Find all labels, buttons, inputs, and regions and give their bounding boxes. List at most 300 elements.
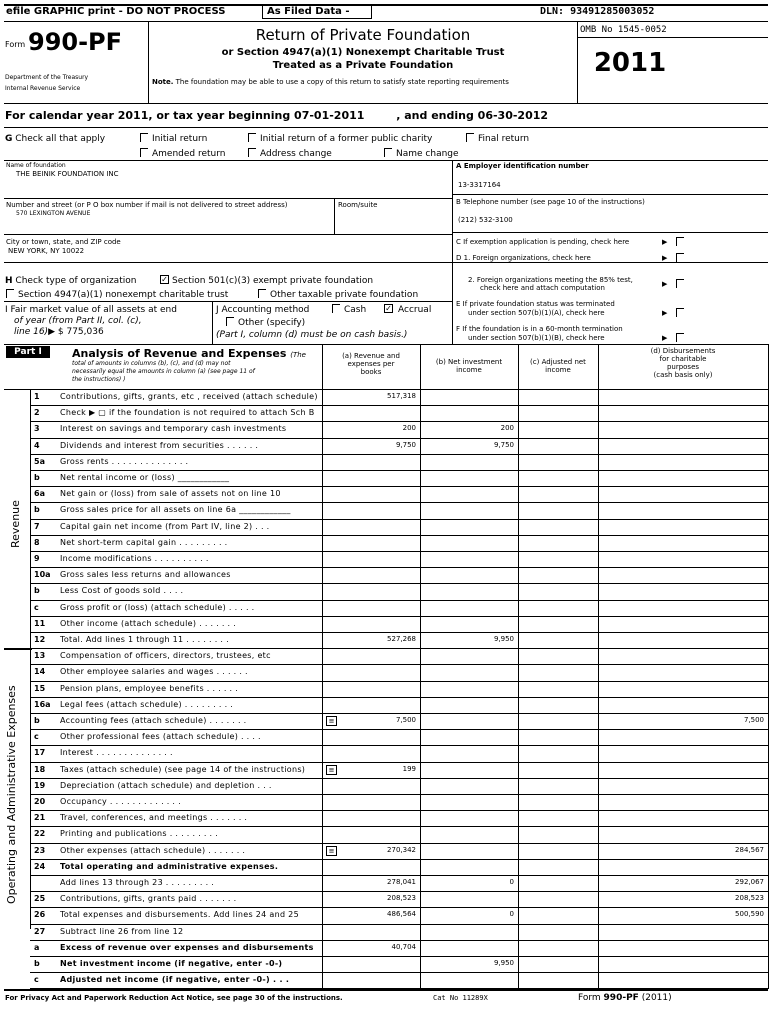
amount-cell-d[interactable] bbox=[598, 583, 768, 599]
amount-cell-b[interactable] bbox=[420, 583, 518, 599]
501c3-checkbox[interactable]: ✓ bbox=[161, 275, 168, 284]
amount-cell-c[interactable] bbox=[518, 778, 598, 794]
line-number: b bbox=[34, 716, 40, 725]
form-ref-number: 990-PF bbox=[603, 993, 639, 1003]
amount-value: 208,523 bbox=[387, 894, 416, 903]
arrow-right-icon: ▶ bbox=[662, 334, 668, 342]
amount-cell-b[interactable] bbox=[420, 762, 518, 778]
amount-cell-c[interactable] bbox=[518, 583, 598, 599]
line-number: 7 bbox=[34, 521, 40, 531]
amount-cell-c[interactable] bbox=[518, 535, 598, 551]
line-description: Excess of revenue over expenses and disbursements bbox=[60, 942, 314, 952]
amount-cell-a[interactable] bbox=[322, 421, 420, 437]
amount-cell-c[interactable] bbox=[518, 421, 598, 437]
foreign-85-checkbox[interactable] bbox=[676, 279, 684, 288]
amount-cell-b[interactable] bbox=[420, 421, 518, 437]
attachment-icon[interactable]: ≡ bbox=[326, 716, 337, 726]
amount-cell-d[interactable] bbox=[598, 697, 768, 713]
table-row bbox=[0, 421, 770, 437]
amount-cell-c[interactable] bbox=[518, 600, 598, 616]
amount-cell-a[interactable] bbox=[322, 826, 420, 842]
amount-cell-a[interactable] bbox=[322, 907, 420, 923]
amount-cell-d[interactable] bbox=[598, 794, 768, 810]
line-number: a bbox=[34, 942, 40, 952]
table-row bbox=[0, 810, 770, 826]
termination-60-label-1: F If the foundation is in a 60-month termination bbox=[456, 325, 623, 333]
section-h-text: Check type of organization bbox=[15, 276, 137, 286]
amount-cell-c[interactable] bbox=[518, 924, 598, 940]
amount-cell-c[interactable] bbox=[518, 794, 598, 810]
col-b-line2: income bbox=[456, 366, 482, 374]
table-row bbox=[0, 632, 770, 648]
amount-cell-c[interactable] bbox=[518, 810, 598, 826]
ein-value[interactable]: 13-3317164 bbox=[458, 181, 501, 189]
line-description: Other professional fees (attach schedule) . . . . bbox=[60, 732, 261, 742]
amount-cell-c[interactable] bbox=[518, 438, 598, 454]
amount-cell-a[interactable] bbox=[322, 778, 420, 794]
table-row bbox=[0, 762, 770, 778]
amount-cell-c[interactable] bbox=[518, 745, 598, 761]
amount-cell-d[interactable] bbox=[598, 664, 768, 680]
amount-cell-d[interactable] bbox=[598, 940, 768, 956]
line-description: Gross profit or (loss) (attach schedule) . . . . . bbox=[60, 602, 255, 612]
amount-cell-b[interactable] bbox=[420, 535, 518, 551]
accounting-method-label: J Accounting method bbox=[216, 305, 310, 315]
amount-cell-d[interactable] bbox=[598, 826, 768, 842]
foundation-name-label: Name of foundation bbox=[6, 162, 66, 169]
table-row bbox=[0, 713, 770, 729]
amount-cell-b[interactable] bbox=[420, 843, 518, 859]
form-subtitle2: Treated as a Private Foundation bbox=[272, 60, 454, 71]
attachment-icon[interactable]: ≡ bbox=[326, 765, 337, 775]
line-number: 27 bbox=[34, 926, 46, 936]
col-b-header bbox=[420, 358, 518, 374]
amount-cell-d[interactable] bbox=[598, 956, 768, 972]
amount-cell-c[interactable] bbox=[518, 826, 598, 842]
amount-cell-b[interactable] bbox=[420, 470, 518, 486]
amount-cell-c[interactable] bbox=[518, 940, 598, 956]
amount-cell-d[interactable] bbox=[598, 551, 768, 567]
form-ref bbox=[578, 993, 672, 1003]
amount-cell-b[interactable] bbox=[420, 875, 518, 891]
table-row bbox=[0, 502, 770, 518]
line-description: Depreciation (attach schedule) and depletion . . . bbox=[60, 780, 272, 790]
amount-cell-b[interactable] bbox=[420, 600, 518, 616]
amount-cell-b[interactable] bbox=[420, 794, 518, 810]
part-title-note: (The bbox=[290, 351, 306, 359]
amount-cell-a[interactable] bbox=[322, 389, 420, 405]
form-title: Return of Private Foundation bbox=[255, 26, 471, 44]
fmv-value[interactable]: $ 775,036 bbox=[57, 327, 104, 337]
foreign-org-label: D 1. Foreign organizations, check here bbox=[456, 254, 591, 262]
accrual-checkbox[interactable]: ✓ bbox=[385, 304, 392, 313]
amount-cell-a[interactable] bbox=[322, 681, 420, 697]
dept-line1: Department of the Treasury bbox=[5, 74, 89, 81]
amount-cell-d[interactable] bbox=[598, 519, 768, 535]
amount-cell-b[interactable] bbox=[420, 729, 518, 745]
col-d-line2: for charitable bbox=[659, 355, 707, 363]
initial-return-checkbox[interactable] bbox=[140, 133, 148, 142]
table-row bbox=[0, 891, 770, 907]
line-description: Net short-term capital gain . . . . . . . . . bbox=[60, 537, 228, 547]
privacy-notice: For Privacy Act and Paperwork Reduction Act Notice, see page 30 of the instructions. bbox=[5, 994, 343, 1002]
amount-cell-a[interactable] bbox=[322, 583, 420, 599]
other-taxable-checkbox[interactable] bbox=[258, 289, 266, 298]
amount-cell-d[interactable] bbox=[598, 616, 768, 632]
amount-value: 7,500 bbox=[395, 716, 416, 724]
line-description: Add lines 13 through 23 . . . . . . . . . bbox=[60, 878, 215, 887]
room-suite-label: Room/suite bbox=[338, 201, 378, 209]
note-line bbox=[152, 78, 509, 86]
amount-cell-a[interactable] bbox=[322, 745, 420, 761]
amount-cell-a[interactable] bbox=[322, 843, 420, 859]
city-state-zip[interactable]: NEW YORK, NY 10022 bbox=[8, 247, 85, 255]
amount-cell-d[interactable] bbox=[598, 389, 768, 405]
amount-value: 9,950 bbox=[493, 635, 514, 643]
line-number: 15 bbox=[34, 683, 46, 693]
line-description: Occupancy . . . . . . . . . . . . . bbox=[60, 797, 181, 806]
amount-value: 200 bbox=[500, 424, 514, 433]
amount-cell-c[interactable] bbox=[518, 454, 598, 470]
amount-cell-b[interactable] bbox=[420, 502, 518, 518]
fmv-label-3: line 16) bbox=[14, 327, 49, 337]
table-row bbox=[0, 470, 770, 486]
table-row bbox=[0, 389, 770, 405]
note-text: The foundation may be able to use a copy of this return to satisfy state reporting requirements bbox=[175, 78, 509, 86]
line-description: Dividends and interest from securities . . . . . . bbox=[60, 440, 259, 450]
amount-cell-c[interactable] bbox=[518, 664, 598, 680]
amount-cell-d[interactable] bbox=[598, 632, 768, 648]
amount-cell-a[interactable] bbox=[322, 600, 420, 616]
amount-cell-b[interactable] bbox=[420, 859, 518, 875]
table-row bbox=[0, 778, 770, 794]
amount-cell-b[interactable] bbox=[420, 405, 518, 421]
amount-cell-d[interactable] bbox=[598, 907, 768, 923]
table-row bbox=[0, 486, 770, 502]
amount-cell-c[interactable] bbox=[518, 616, 598, 632]
amount-cell-c[interactable] bbox=[518, 632, 598, 648]
amount-cell-b[interactable] bbox=[420, 681, 518, 697]
amount-value: 200 bbox=[402, 424, 416, 433]
line-number: c bbox=[34, 732, 39, 742]
amount-cell-a[interactable] bbox=[322, 664, 420, 680]
line-number: b bbox=[34, 505, 40, 515]
status-terminated-label-2: under section 507(b)(1)(A), check here bbox=[468, 309, 605, 317]
part-desc-2: necessarily equal the amounts in column (a) (see page 11 of bbox=[72, 368, 255, 375]
line-number: 14 bbox=[34, 667, 46, 677]
amount-cell-d[interactable] bbox=[598, 924, 768, 940]
termination-60-checkbox[interactable] bbox=[676, 333, 684, 342]
amount-cell-a[interactable] bbox=[322, 859, 420, 875]
table-row bbox=[0, 681, 770, 697]
amount-cell-a[interactable] bbox=[322, 551, 420, 567]
amount-cell-d[interactable] bbox=[598, 875, 768, 891]
section-g-text: Check all that apply bbox=[15, 134, 106, 144]
amount-cell-a[interactable] bbox=[322, 972, 420, 988]
part-title-line bbox=[72, 347, 306, 360]
amount-cell-c[interactable] bbox=[518, 956, 598, 972]
line-number: 26 bbox=[34, 910, 46, 920]
table-row bbox=[0, 616, 770, 632]
line-number: b bbox=[34, 586, 40, 596]
col-c-line2: income bbox=[545, 366, 571, 374]
status-terminated-label-1: E If private foundation status was terminated bbox=[456, 300, 615, 308]
exemption-pending-label: C If exemption application is pending, check here bbox=[456, 238, 630, 246]
amount-cell-d[interactable] bbox=[598, 859, 768, 875]
exemption-pending-checkbox[interactable] bbox=[676, 237, 684, 246]
amount-cell-d[interactable] bbox=[598, 713, 768, 729]
amount-cell-b[interactable] bbox=[420, 891, 518, 907]
arrow-right-icon: ▶ bbox=[662, 280, 668, 288]
amount-cell-d[interactable] bbox=[598, 502, 768, 518]
line-number: 10a bbox=[34, 570, 51, 580]
table-row bbox=[0, 697, 770, 713]
amount-cell-c[interactable] bbox=[518, 891, 598, 907]
amount-cell-d[interactable] bbox=[598, 438, 768, 454]
amount-cell-b[interactable] bbox=[420, 454, 518, 470]
amount-cell-b[interactable] bbox=[420, 778, 518, 794]
table-row bbox=[0, 438, 770, 454]
arrow-right-icon: ▶ bbox=[662, 309, 668, 317]
amount-cell-d[interactable] bbox=[598, 405, 768, 421]
line-number: b bbox=[34, 473, 40, 482]
foreign-org-checkbox[interactable] bbox=[676, 253, 684, 262]
amount-cell-d[interactable] bbox=[598, 810, 768, 826]
address-change-label: Address change bbox=[260, 149, 332, 159]
amount-cell-c[interactable] bbox=[518, 405, 598, 421]
amount-cell-b[interactable] bbox=[420, 519, 518, 535]
amount-cell-b[interactable] bbox=[420, 648, 518, 664]
amount-cell-a[interactable] bbox=[322, 454, 420, 470]
table-row bbox=[0, 567, 770, 583]
amount-cell-a[interactable] bbox=[322, 956, 420, 972]
line-number: 9 bbox=[34, 554, 40, 563]
foreign-85-label-1: 2. Foreign organizations meeting the 85% test, bbox=[468, 276, 633, 284]
amount-value: 292,067 bbox=[735, 878, 764, 886]
line-description: Interest . . . . . . . . . . . . . . bbox=[60, 748, 173, 758]
part-label: Part I bbox=[6, 346, 50, 358]
street-address[interactable]: 570 LEXINGTON AVENUE bbox=[16, 210, 91, 217]
line-number: 3 bbox=[34, 424, 40, 434]
amount-cell-b[interactable] bbox=[420, 664, 518, 680]
foundation-name[interactable]: THE BEINIK FOUNDATION INC bbox=[16, 170, 119, 178]
table-row bbox=[0, 794, 770, 810]
amount-cell-b[interactable] bbox=[420, 486, 518, 502]
amount-cell-b[interactable] bbox=[420, 924, 518, 940]
line-number: 12 bbox=[34, 635, 46, 644]
amount-cell-c[interactable] bbox=[518, 762, 598, 778]
amount-cell-d[interactable] bbox=[598, 486, 768, 502]
table-row bbox=[0, 843, 770, 859]
col-d-line1: (d) Disbursements bbox=[650, 347, 716, 355]
amount-cell-d[interactable] bbox=[598, 454, 768, 470]
amount-cell-b[interactable] bbox=[420, 826, 518, 842]
arrow-right-icon: ▶ bbox=[662, 238, 668, 246]
amount-cell-d[interactable] bbox=[598, 681, 768, 697]
amount-cell-a[interactable] bbox=[322, 924, 420, 940]
amount-cell-c[interactable] bbox=[518, 972, 598, 988]
amount-cell-a[interactable] bbox=[322, 438, 420, 454]
form-number: 990-PF bbox=[28, 28, 123, 56]
amount-cell-b[interactable] bbox=[420, 616, 518, 632]
table-row bbox=[0, 519, 770, 535]
final-return-label: Final return bbox=[478, 134, 530, 144]
section-g-label: G bbox=[5, 134, 13, 144]
amount-cell-d[interactable] bbox=[598, 567, 768, 583]
amount-value: 9,950 bbox=[493, 959, 514, 967]
col-d-line4: (cash basis only) bbox=[653, 371, 713, 379]
amount-cell-c[interactable] bbox=[518, 697, 598, 713]
amount-cell-d[interactable] bbox=[598, 470, 768, 486]
amount-cell-a[interactable] bbox=[322, 616, 420, 632]
amount-cell-d[interactable] bbox=[598, 762, 768, 778]
line-number: 13 bbox=[34, 651, 46, 661]
amount-cell-c[interactable] bbox=[518, 648, 598, 664]
other-taxable-label: Other taxable private foundation bbox=[270, 290, 419, 300]
amount-cell-a[interactable] bbox=[322, 762, 420, 778]
line-description: Total expenses and disbursements. Add lines 24 and 25 bbox=[60, 910, 299, 920]
amount-cell-c[interactable] bbox=[518, 843, 598, 859]
address-change-checkbox[interactable] bbox=[248, 148, 256, 157]
initial-return-former-checkbox[interactable] bbox=[248, 133, 256, 142]
amount-cell-b[interactable] bbox=[420, 907, 518, 923]
line-number: b bbox=[34, 959, 40, 968]
line-description: Gross sales price for all assets on line 6a ____________ bbox=[60, 505, 291, 515]
attachment-icon[interactable]: ≡ bbox=[326, 846, 337, 856]
amount-cell-b[interactable] bbox=[420, 389, 518, 405]
amount-value: 199 bbox=[402, 764, 416, 773]
amount-cell-b[interactable] bbox=[420, 810, 518, 826]
amount-cell-a[interactable] bbox=[322, 940, 420, 956]
amount-cell-b[interactable] bbox=[420, 713, 518, 729]
final-return-checkbox[interactable] bbox=[466, 133, 474, 142]
4947-checkbox[interactable] bbox=[6, 289, 14, 298]
amount-cell-b[interactable] bbox=[420, 632, 518, 648]
amount-cell-c[interactable] bbox=[518, 519, 598, 535]
amount-cell-d[interactable] bbox=[598, 648, 768, 664]
table-row bbox=[0, 648, 770, 664]
col-c-line1: (c) Adjusted net bbox=[530, 358, 586, 366]
amount-cell-c[interactable] bbox=[518, 729, 598, 745]
form-ref-prefix: Form bbox=[578, 993, 601, 1003]
amount-cell-c[interactable] bbox=[518, 875, 598, 891]
amount-cell-a[interactable] bbox=[322, 405, 420, 421]
amount-cell-c[interactable] bbox=[518, 502, 598, 518]
amount-cell-b[interactable] bbox=[420, 940, 518, 956]
amount-cell-a[interactable] bbox=[322, 502, 420, 518]
other-method-label: Other (specify) bbox=[238, 318, 306, 328]
line-number: 5a bbox=[34, 456, 45, 466]
status-terminated-checkbox[interactable] bbox=[676, 308, 684, 317]
table-row bbox=[0, 583, 770, 599]
amount-cell-b[interactable] bbox=[420, 697, 518, 713]
amount-cell-a[interactable] bbox=[322, 519, 420, 535]
line-description: Other employee salaries and wages . . . . . . bbox=[60, 667, 248, 677]
other-method-checkbox[interactable] bbox=[226, 317, 234, 326]
line-description: Travel, conferences, and meetings . . . . . . . bbox=[60, 813, 248, 823]
amount-cell-c[interactable] bbox=[518, 486, 598, 502]
amount-cell-c[interactable] bbox=[518, 859, 598, 875]
amount-cell-a[interactable] bbox=[322, 729, 420, 745]
phone-value[interactable]: (212) 532-3100 bbox=[458, 216, 513, 224]
line-description: Check ▶ ▢ if the foundation is not required to attach Sch B bbox=[60, 408, 315, 418]
amount-value: 278,041 bbox=[387, 878, 416, 886]
amount-cell-d[interactable] bbox=[598, 535, 768, 551]
table-row bbox=[0, 454, 770, 470]
cash-checkbox[interactable] bbox=[332, 304, 340, 313]
amount-cell-b[interactable] bbox=[420, 438, 518, 454]
amount-cell-b[interactable] bbox=[420, 972, 518, 988]
line-description: Capital gain net income (from Part IV, line 2) . . . bbox=[60, 521, 270, 531]
amount-cell-a[interactable] bbox=[322, 470, 420, 486]
calendar-suffix: , and ending 06-30-2012 bbox=[396, 109, 549, 122]
4947-label: Section 4947(a)(1) nonexempt charitable trust bbox=[18, 290, 229, 300]
line-number: 6a bbox=[34, 489, 45, 499]
form-ref-year: (2011) bbox=[641, 993, 672, 1003]
col-a-header bbox=[322, 352, 420, 376]
line-number: 11 bbox=[34, 618, 46, 628]
line-description: Less Cost of goods sold . . . . bbox=[60, 586, 184, 596]
amount-cell-d[interactable] bbox=[598, 778, 768, 794]
line-description: Interest on savings and temporary cash investments bbox=[60, 424, 287, 434]
amount-cell-d[interactable] bbox=[598, 843, 768, 859]
amount-cell-a[interactable] bbox=[322, 632, 420, 648]
line-number: 23 bbox=[34, 845, 46, 855]
table-row bbox=[0, 664, 770, 680]
amount-cell-d[interactable] bbox=[598, 972, 768, 988]
amount-cell-a[interactable] bbox=[322, 713, 420, 729]
dept-line2: Internal Revenue Service bbox=[5, 85, 81, 92]
amount-cell-c[interactable] bbox=[518, 470, 598, 486]
amount-cell-d[interactable] bbox=[598, 729, 768, 745]
amount-cell-a[interactable] bbox=[322, 810, 420, 826]
amount-cell-c[interactable] bbox=[518, 551, 598, 567]
amount-cell-c[interactable] bbox=[518, 713, 598, 729]
amount-cell-c[interactable] bbox=[518, 681, 598, 697]
amount-cell-a[interactable] bbox=[322, 648, 420, 664]
amount-cell-d[interactable] bbox=[598, 421, 768, 437]
amount-cell-c[interactable] bbox=[518, 567, 598, 583]
line-number: 4 bbox=[34, 440, 40, 450]
amount-cell-a[interactable] bbox=[322, 875, 420, 891]
table-row bbox=[0, 972, 770, 988]
section-h-label: H bbox=[5, 276, 13, 286]
amount-value: 284,567 bbox=[735, 845, 764, 854]
amount-value: 486,564 bbox=[387, 910, 416, 919]
amount-cell-a[interactable] bbox=[322, 794, 420, 810]
amount-cell-b[interactable] bbox=[420, 956, 518, 972]
amount-cell-b[interactable] bbox=[420, 745, 518, 761]
line-number: 16a bbox=[34, 699, 51, 709]
line-description: Net gain or (loss) from sale of assets not on line 10 bbox=[60, 489, 281, 499]
amount-cell-c[interactable] bbox=[518, 907, 598, 923]
col-a-line1: (a) Revenue and bbox=[342, 352, 400, 360]
amount-cell-d[interactable] bbox=[598, 891, 768, 907]
amended-return-checkbox[interactable] bbox=[140, 148, 148, 157]
amount-cell-c[interactable] bbox=[518, 389, 598, 405]
amount-cell-b[interactable] bbox=[420, 551, 518, 567]
amount-cell-a[interactable] bbox=[322, 567, 420, 583]
amount-cell-a[interactable] bbox=[322, 535, 420, 551]
amount-cell-b[interactable] bbox=[420, 567, 518, 583]
amount-cell-d[interactable] bbox=[598, 600, 768, 616]
name-change-checkbox[interactable] bbox=[384, 148, 392, 157]
amount-cell-a[interactable] bbox=[322, 486, 420, 502]
phone-label: B Telephone number (see page 10 of the instructions) bbox=[456, 198, 645, 206]
amount-cell-a[interactable] bbox=[322, 697, 420, 713]
amount-cell-d[interactable] bbox=[598, 745, 768, 761]
amount-cell-a[interactable] bbox=[322, 891, 420, 907]
